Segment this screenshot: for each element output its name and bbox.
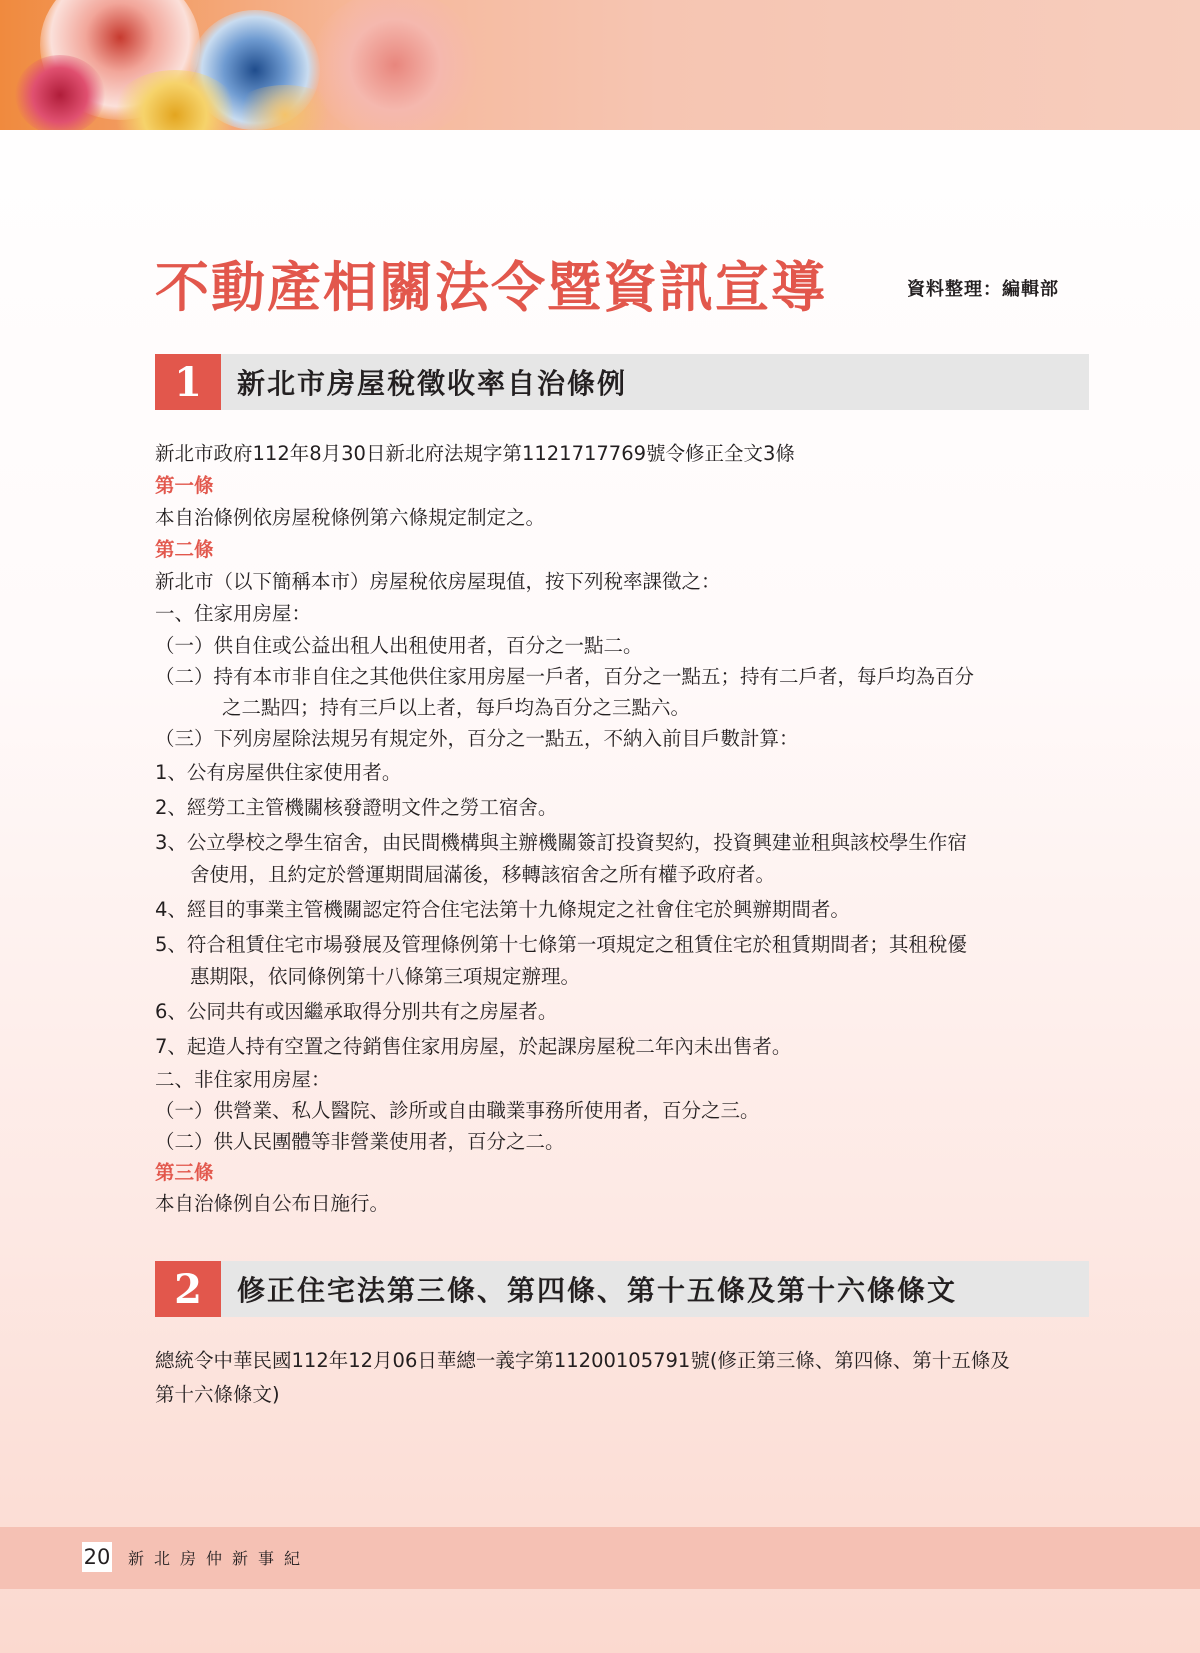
article-heading: 第一條 xyxy=(155,474,214,497)
clause-text: （一）供自住或公益出租人出租使用者，百分之一點二。 xyxy=(155,634,643,657)
clause-text: 一、住家用房屋： xyxy=(155,602,312,625)
article-heading: 第二條 xyxy=(155,538,214,561)
section-title: 新北市房屋稅徵收率自治條例 xyxy=(237,367,628,400)
section-title: 修正住宅法第三條、第四條、第十五條及第十六條條文 xyxy=(237,1274,958,1307)
clause-text: 之二點四；持有三戶以上者，每戶均為百分之三點六。 xyxy=(222,696,691,719)
list-item: 舍使用，且約定於營運期間屆滿後，移轉該宿舍之所有權予政府者。 xyxy=(190,863,776,886)
clause-text: （二）供人民團體等非營業使用者，百分之二。 xyxy=(155,1130,565,1153)
list-item: 1、公有房屋供住家使用者。 xyxy=(155,761,402,784)
list-item: 惠期限，依同條例第十八條第三項規定辦理。 xyxy=(190,965,581,988)
list-item: 3、公立學校之學生宿舍，由民間機構與主辦機關簽訂投資契約，投資興建並租與該校學生作宿 xyxy=(155,831,967,854)
magazine-name: 新北房仲新事紀 xyxy=(128,1549,311,1568)
list-item: 5、符合租賃住宅市場發展及管理條例第十七條第一項規定之租賃住宅於租賃期間者；其租稅優 xyxy=(155,933,967,956)
page-number: 20 xyxy=(82,1542,112,1572)
section-number: 1 xyxy=(155,354,221,410)
article-heading: 第三條 xyxy=(155,1161,214,1184)
article-text: 本自治條例自公布日施行。 xyxy=(155,1192,390,1215)
flower-image xyxy=(15,55,105,130)
decree-reference: 總統令中華民國112年12月06日華總一義字第11200105791號(修正第三條、第四條、第十五條及 xyxy=(155,1349,1010,1372)
article-text: 新北市（以下簡稱本市）房屋稅依房屋現值，按下列稅率課徵之： xyxy=(155,570,721,593)
section-number: 2 xyxy=(155,1261,221,1317)
clause-text: （三）下列房屋除法規另有規定外，百分之一點五，不納入前目戶數計算： xyxy=(155,727,799,750)
clause-text: 二、非住家用房屋： xyxy=(155,1068,331,1091)
section-header-1 xyxy=(155,354,1089,410)
list-item: 7、起造人持有空置之待銷售住家用房屋，於起課房屋稅二年內未出售者。 xyxy=(155,1035,792,1058)
clause-text: （一）供營業、私人醫院、診所或自由職業事務所使用者，百分之三。 xyxy=(155,1099,760,1122)
clause-text: （二）持有本市非自住之其他供住家用房屋一戶者，百分之一點五；持有二戶者，每戶均為百分 xyxy=(155,665,975,688)
list-item: 4、經目的事業主管機關認定符合住宅法第十九條規定之社會住宅於興辦期間者。 xyxy=(155,898,850,921)
list-item: 2、經勞工主管機關核發證明文件之勞工宿舍。 xyxy=(155,796,558,819)
article-text: 本自治條例依房屋稅條例第六條規定制定之。 xyxy=(155,506,546,529)
section-header-2 xyxy=(155,1261,1089,1317)
header-banner xyxy=(0,0,1200,130)
list-item: 6、公同共有或因繼承取得分別共有之房屋者。 xyxy=(155,1000,558,1023)
page-title: 不動產相關法令暨資訊宣導 xyxy=(155,256,827,319)
decree-reference: 新北市政府112年8月30日新北府法規字第1121717769號令修正全文3條 xyxy=(155,442,795,465)
compiler-credit: 資料整理：編輯部 xyxy=(907,279,1059,300)
decree-reference: 第十六條條文) xyxy=(155,1383,280,1406)
